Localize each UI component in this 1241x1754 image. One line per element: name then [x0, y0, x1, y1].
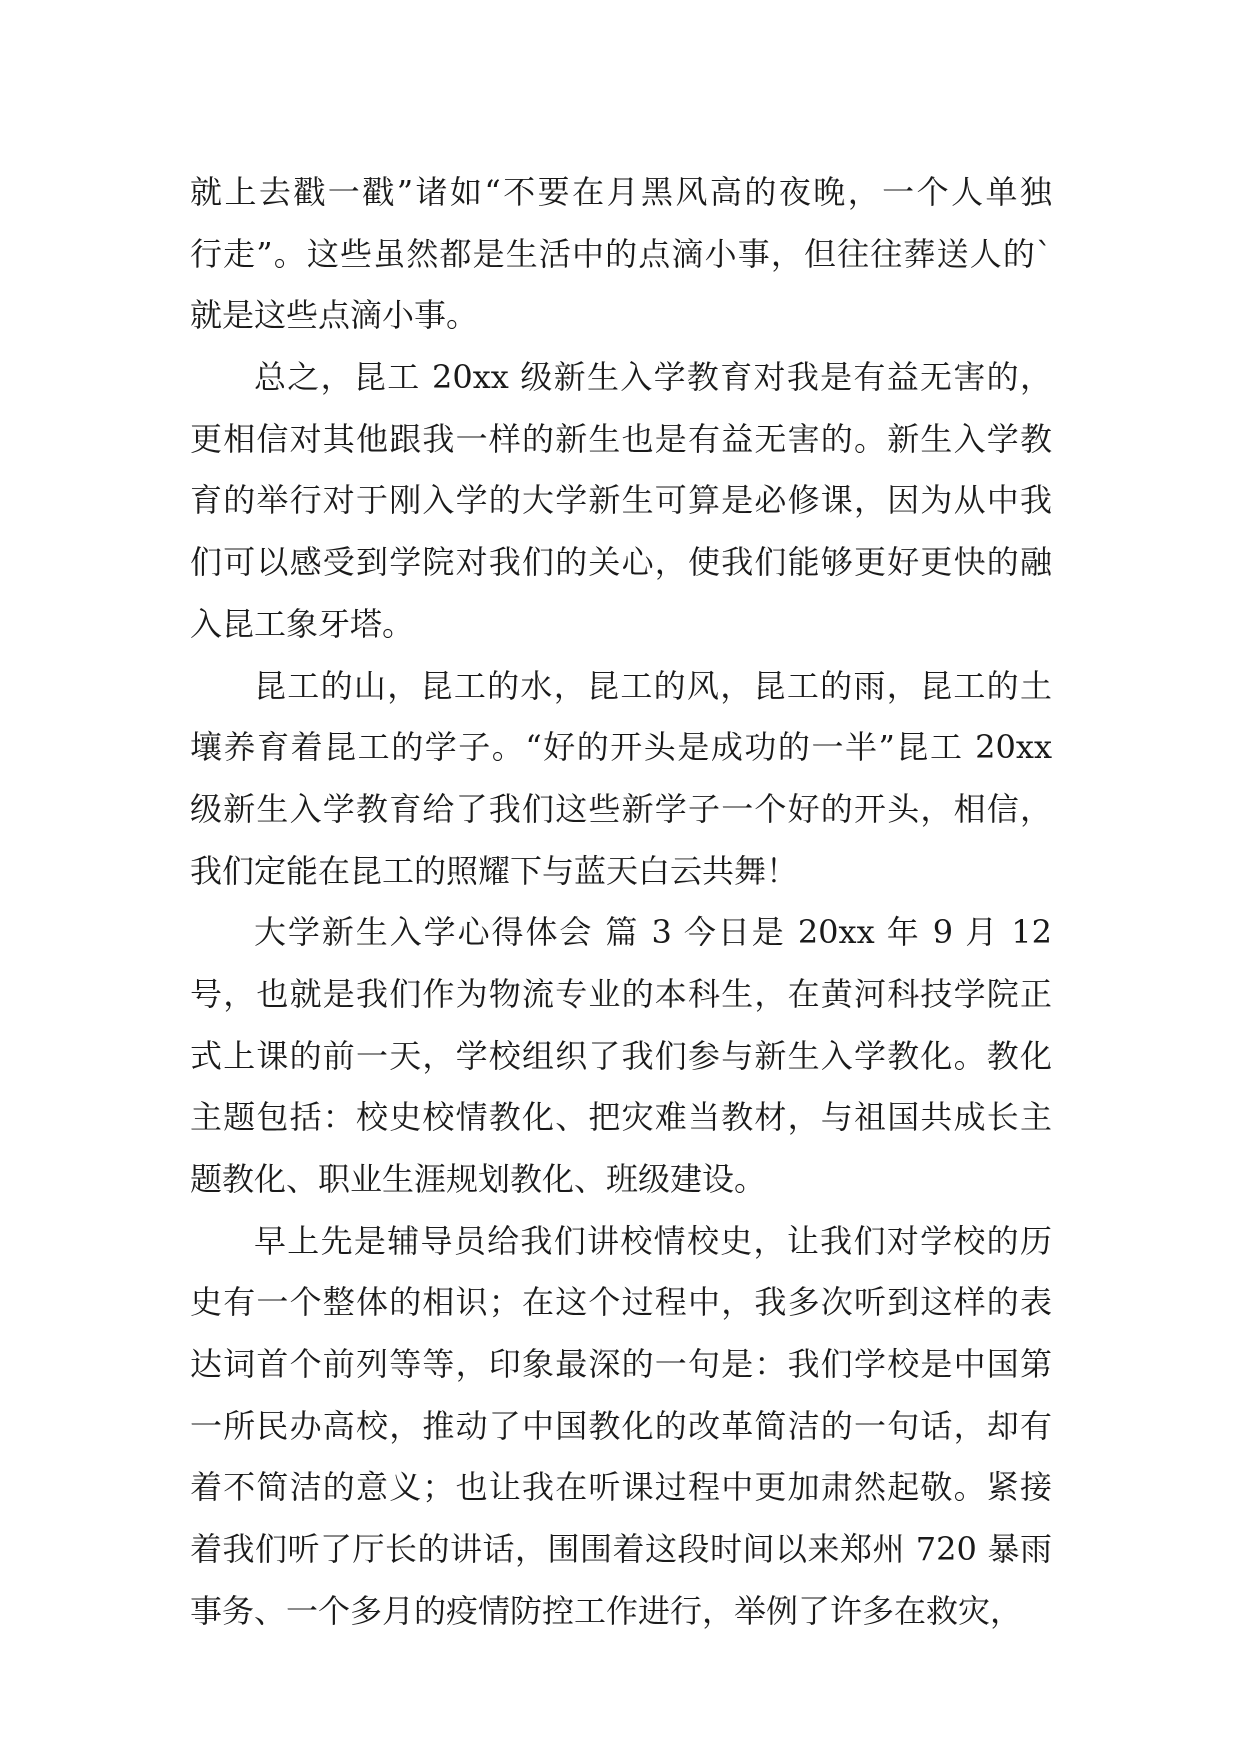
text-line: 着不简洁的意义；也让我在听课过程中更加肃然起敬。紧接 [190, 1468, 1052, 1507]
document-body [190, 162, 1052, 1643]
text-line: 育的举行对于刚入学的大学新生可算是必修课，因为从中我 [190, 481, 1052, 520]
text-line: 总之，昆工 20xx 级新生入学教育对我是有益无害的， [254, 358, 1052, 397]
paragraph [190, 347, 1052, 655]
text-line: 事务、一个多月的疫情防控工作进行，举例了许多在救灾， [190, 1591, 1023, 1630]
text-line: 着我们听了厅长的讲话，围围着这段时间以来郑州 720 暴雨 [190, 1530, 1052, 1569]
paragraph [190, 162, 1052, 347]
text-line: 题教化、职业生涯规划教化、班级建设。 [190, 1160, 767, 1198]
text-line: 就上去戳一戳”诸如“不要在月黑风高的夜晚，一个人单独 [190, 173, 1052, 211]
text-line: 们可以感受到学院对我们的关心，使我们能够更好更快的融 [190, 543, 1052, 582]
text-line: 史有一个整体的相识；在这个过程中，我多次听到这样的表 [190, 1283, 1052, 1322]
text-line: 就是这些点滴小事。 [190, 296, 479, 335]
text-line: 号，也就是我们作为物流专业的本科生，在黄河科技学院正 [190, 974, 1052, 1013]
paragraph [190, 656, 1052, 903]
text-line: 更相信对其他跟我一样的新生也是有益无害的。新生入学教 [190, 419, 1052, 458]
text-line: 入昆工象牙塔。 [190, 604, 415, 643]
text-line: 早上先是辅导员给我们讲校情校史，让我们对学校的历 [254, 1221, 1052, 1260]
text-line: 一所民办高校，推动了中国教化的改革简洁的一句话，却有 [190, 1406, 1052, 1445]
text-line: 主题包括：校史校情教化、把灾难当教材，与祖国共成长主 [190, 1098, 1052, 1137]
text-line: 行走”。这些虽然都是生活中的点滴小事，但往往葬送人的` [190, 234, 1052, 273]
text-line: 大学新生入学心得体会 篇 3 今日是 20xx 年 9 月 12 [254, 913, 1052, 952]
text-line: 式上课的前一天，学校组织了我们参与新生入学教化。教化 [190, 1036, 1052, 1075]
text-line: 达词首个前列等等，印象最深的一句是：我们学校是中国第 [190, 1345, 1052, 1384]
text-line: 级新生入学教育给了我们这些新学子一个好的开头，相信， [190, 789, 1052, 828]
paragraph [190, 902, 1052, 1210]
paragraph [190, 1211, 1052, 1643]
text-line: 壤养育着昆工的学子。“好的开头是成功的一半”昆工 20xx [190, 728, 1052, 767]
text-line: 昆工的山，昆工的水，昆工的风，昆工的雨，昆工的土 [254, 666, 1052, 705]
text-line: 我们定能在昆工的照耀下与蓝天白云共舞！ [190, 851, 799, 890]
